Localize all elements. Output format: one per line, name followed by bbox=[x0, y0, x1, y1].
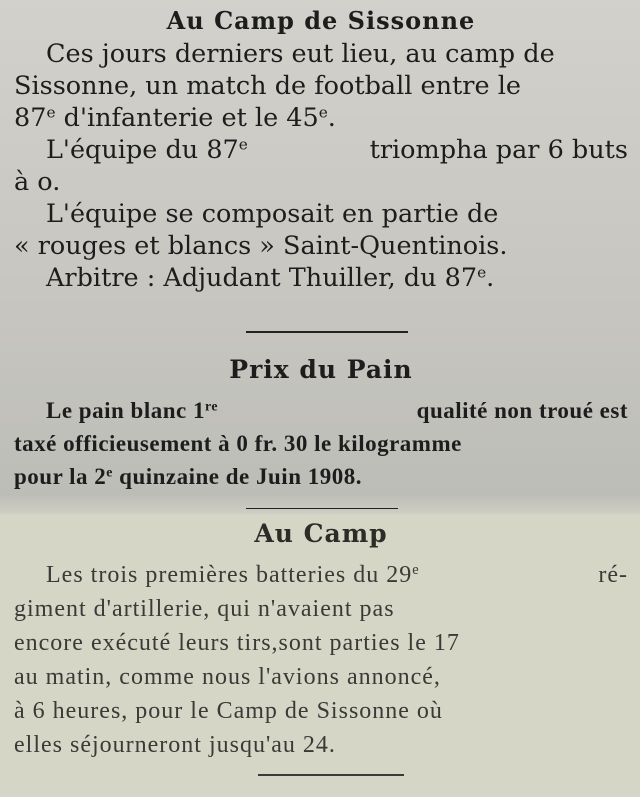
text-line: 87e d'infanterie et le 45e. bbox=[14, 103, 336, 133]
article-body bbox=[14, 558, 628, 762]
text-line: L'équipe du 87e triompha par 6 buts bbox=[46, 135, 628, 165]
article-au-camp bbox=[14, 514, 628, 762]
article-title: Prix du Pain bbox=[229, 355, 413, 384]
text-line: au matin, comme nous l'avions annoncé, bbox=[14, 664, 441, 690]
text-line: à o. bbox=[14, 167, 61, 197]
separator-rule bbox=[246, 508, 398, 509]
text-line: Le pain blanc 1re qualité non troué est bbox=[46, 398, 628, 423]
text-line: L'équipe se composait en partie de bbox=[46, 199, 499, 229]
separator-rule bbox=[246, 331, 408, 333]
text-line: à 6 heures, pour le Camp de Sissonne où bbox=[14, 698, 443, 724]
separator-rule bbox=[258, 774, 404, 776]
text-line: Les trois premières batteries du 29e ré- bbox=[46, 562, 628, 588]
text-line: Sissonne, un match de football entre le bbox=[14, 71, 521, 101]
article-title: Au Camp de Sissonne bbox=[166, 6, 476, 35]
article-title: Au Camp bbox=[254, 519, 388, 548]
text-line: « rouges et blancs » Saint-Quentinois. bbox=[14, 231, 508, 261]
article-prix-du-pain bbox=[14, 352, 628, 493]
text-line: Arbitre : Adjudant Thuiller, du 87e. bbox=[46, 263, 495, 293]
text-line: giment d'artillerie, qui n'avaient pas bbox=[14, 596, 395, 622]
article-body bbox=[14, 38, 628, 294]
text-line: pour la 2e quinzaine de Juin 1908. bbox=[14, 464, 362, 489]
text-line: encore exécuté leurs tirs,sont parties le 17 bbox=[14, 630, 460, 656]
article-body bbox=[14, 394, 628, 493]
article-camp-de-sissonne bbox=[14, 4, 628, 294]
text-line: elles séjourneront jusqu'au 24. bbox=[14, 732, 336, 758]
text-line: taxé officieusement à 0 fr. 30 le kilogramme bbox=[14, 431, 462, 456]
text-line: Ces jours derniers eut lieu, au camp de bbox=[46, 39, 555, 69]
